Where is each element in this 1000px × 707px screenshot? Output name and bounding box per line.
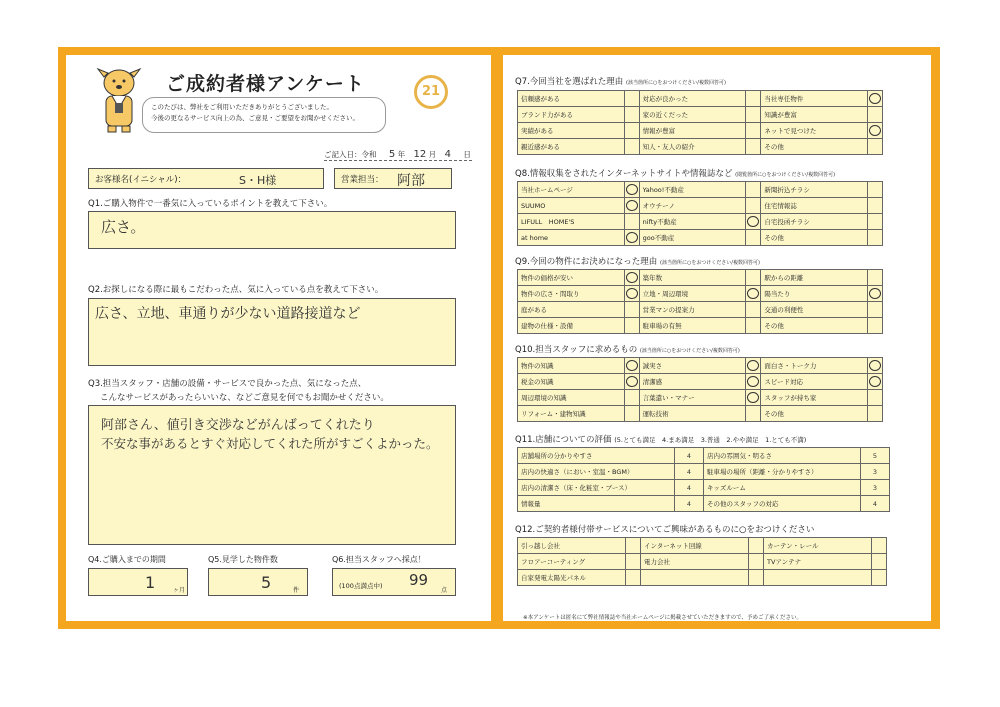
q12-option-label: カーテン・レール <box>764 538 872 554</box>
q12-option-label <box>641 570 749 586</box>
q9-option-label: 築年数 <box>639 270 746 286</box>
q8-option-label: 当社ホームページ <box>518 182 625 198</box>
q9-option-label: 駐車場の有無 <box>639 318 746 334</box>
q10-checkbox[interactable] <box>746 358 761 374</box>
sales-rep-field[interactable] <box>334 168 452 189</box>
right-panel <box>503 55 931 621</box>
q8-option-label: その他 <box>761 230 868 246</box>
q7-option-label: ネットで見つけた <box>761 123 868 139</box>
q7-option-label: その他 <box>761 139 868 155</box>
century21-logo-icon: 21 <box>414 75 448 109</box>
q11-score[interactable]: 3 <box>861 464 890 480</box>
circle-mark-icon <box>869 125 881 136</box>
date-underline <box>324 160 472 161</box>
q9-checkbox[interactable] <box>746 270 761 286</box>
q10-option-label: 物件の知識 <box>518 358 625 374</box>
q7-row <box>518 123 883 139</box>
survey-title: ご成約者様アンケート <box>166 73 365 95</box>
dog-mascot-icon <box>94 63 144 135</box>
q10-table <box>517 357 883 422</box>
q7-table <box>517 90 883 155</box>
q7-checkbox[interactable] <box>624 107 639 123</box>
circle-mark-icon <box>869 360 881 371</box>
q3-answer-box[interactable] <box>88 405 456 545</box>
circle-mark-icon <box>747 360 759 371</box>
q8-checkbox[interactable] <box>746 198 761 214</box>
q11-score[interactable]: 4 <box>675 496 704 512</box>
q11-row <box>518 448 890 464</box>
q10-checkbox[interactable] <box>868 358 883 374</box>
q12-checkbox[interactable] <box>749 538 764 554</box>
q2-question: Q2.お探しになる際に最もこだわった点、気に入っている点を教えて下さい。 <box>88 285 384 295</box>
q12-checkbox[interactable] <box>626 538 641 554</box>
q7-checkbox[interactable] <box>868 91 883 107</box>
q2-answer: 広さ、立地、車通りが少ない道路接道など <box>95 306 361 322</box>
q11-item-label: 駐車場の場所（距離・分かりやすさ） <box>704 464 861 480</box>
q10-checkbox[interactable] <box>746 406 761 422</box>
q12-option-label: 自家発電太陽光パネル <box>518 570 626 586</box>
q12-checkbox[interactable] <box>749 570 764 586</box>
date-year-unit: 年 <box>397 150 406 159</box>
q7-checkbox[interactable] <box>624 139 639 155</box>
q6-answer-box[interactable] <box>332 568 456 596</box>
q11-item-label: キッズルーム <box>704 480 861 496</box>
circle-mark-icon <box>747 288 759 299</box>
q1-answer: 広さ。 <box>101 218 146 236</box>
survey-sheet <box>58 47 940 629</box>
q3-question-line-1: Q3.担当スタッフ・店舗の設備・サービスで良かった点、気になった点、 <box>88 379 367 389</box>
q9-option-label: 物件の広さ・間取り <box>518 286 625 302</box>
q7-checkbox[interactable] <box>746 107 761 123</box>
q10-option-label: リフォーム・建物知識 <box>518 406 625 422</box>
circle-mark-icon <box>869 93 881 104</box>
q11-score[interactable]: 4 <box>675 464 704 480</box>
q9-row <box>518 302 883 318</box>
q8-checkbox[interactable] <box>624 182 639 198</box>
sales-rep-label: 営業担当： <box>341 175 384 185</box>
q6-unit: 点 <box>441 587 448 594</box>
q8-checkbox[interactable] <box>624 230 639 246</box>
q7-row <box>518 107 883 123</box>
q7-option-label: 情報が豊富 <box>639 123 746 139</box>
q10-checkbox[interactable] <box>868 390 883 406</box>
q12-checkbox[interactable] <box>872 538 887 554</box>
q7-checkbox[interactable] <box>746 91 761 107</box>
greeting-line-2: 今後の更なるサービス向上の為、ご意見・ご要望をお聞かせください。 <box>151 114 359 122</box>
q9-option-label: 駅からの距離 <box>761 270 868 286</box>
q8-checkbox[interactable] <box>624 214 639 230</box>
q7-note: (該当箇所に○をおつけください/複数回答可) <box>626 80 726 86</box>
q12-option-label <box>764 570 872 586</box>
q5-question: Q5.見学した物件数 <box>208 555 278 564</box>
q11-row <box>518 480 890 496</box>
q9-checkbox[interactable] <box>868 318 883 334</box>
date-day-unit: 日 <box>463 150 471 159</box>
q12-question: Q12.ご契約者様付帯サービスについてご興味があるものに○をおつけください <box>515 525 815 535</box>
circle-mark-icon <box>626 200 638 211</box>
q9-checkbox[interactable] <box>746 286 761 302</box>
q8-option-label: 住宅情報誌 <box>761 198 868 214</box>
q9-option-label: 庭がある <box>518 302 625 318</box>
q11-table <box>517 447 890 512</box>
circle-mark-icon <box>869 288 881 299</box>
greeting-bubble <box>142 97 386 133</box>
circle-mark-icon <box>626 376 638 387</box>
q10-row <box>518 374 883 390</box>
q9-checkbox[interactable] <box>746 302 761 318</box>
q7-title <box>515 75 726 87</box>
q11-item-label: 店内の雰囲気・明るさ <box>704 448 861 464</box>
date-day: 4 <box>444 149 451 160</box>
q9-checkbox[interactable] <box>624 302 639 318</box>
q10-checkbox[interactable] <box>746 390 761 406</box>
customer-name-field[interactable] <box>88 168 324 189</box>
q11-score[interactable]: 4 <box>861 496 890 512</box>
q9-row <box>518 286 883 302</box>
q11-title <box>515 433 806 445</box>
q3-answer-line-1: 阿部さん、値引き交渉などがんばってくれたり <box>101 418 375 433</box>
q11-score[interactable]: 4 <box>675 480 704 496</box>
q8-checkbox[interactable] <box>868 214 883 230</box>
circle-mark-icon <box>626 272 638 283</box>
q8-checkbox[interactable] <box>868 230 883 246</box>
q10-option-label: スタッフが持ち家 <box>761 390 868 406</box>
q7-row <box>518 91 883 107</box>
q11-row <box>518 464 890 480</box>
q9-checkbox[interactable] <box>624 270 639 286</box>
q10-option-label: 周辺環境の知識 <box>518 390 625 406</box>
q6-question: Q6.担当スタッフへ採点！ <box>332 555 426 564</box>
q10-option-label: 清潔感 <box>639 374 746 390</box>
q8-table <box>517 181 883 246</box>
q8-row <box>518 230 883 246</box>
q11-score[interactable]: 4 <box>675 448 704 464</box>
q9-table <box>517 269 883 334</box>
q9-checkbox[interactable] <box>868 270 883 286</box>
circle-mark-icon <box>869 376 881 387</box>
q12-row <box>518 570 887 586</box>
q8-title <box>515 167 835 179</box>
q7-checkbox[interactable] <box>624 123 639 139</box>
circle-mark-icon <box>626 288 638 299</box>
q8-option-label: Yahoo!不動産 <box>639 182 746 198</box>
q12-checkbox[interactable] <box>872 570 887 586</box>
q12-checkbox[interactable] <box>749 554 764 570</box>
q10-checkbox[interactable] <box>624 406 639 422</box>
q10-option-label: 面白さ・トーク力 <box>761 358 868 374</box>
q7-option-label: 信頼感がある <box>518 91 625 107</box>
q8-option-label: LIFULL HOME'S <box>518 214 625 230</box>
q4-question: Q4.ご購入までの期間 <box>88 555 166 564</box>
q8-option-label: at home <box>518 230 625 246</box>
q1-question: Q1.ご購入物件で一番気に入っているポイントを教えて下さい。 <box>88 199 333 209</box>
q9-checkbox[interactable] <box>746 318 761 334</box>
q10-note: (該当箇所に○をおつけください/複数回答可) <box>639 348 740 354</box>
date-month-unit: 月 <box>428 150 437 159</box>
date-year: 5 <box>388 149 396 160</box>
q8-option-label: オウチーノ <box>639 198 746 214</box>
q11-score[interactable]: 3 <box>861 480 890 496</box>
q10-question: Q10.担当スタッフに求めるもの <box>515 345 638 355</box>
sales-rep-value: 阿部 <box>397 173 425 189</box>
q9-row <box>518 318 883 334</box>
q12-checkbox[interactable] <box>626 554 641 570</box>
q9-option-label: その他 <box>761 318 868 334</box>
q2-answer-box[interactable] <box>88 298 456 366</box>
q10-title <box>515 343 740 355</box>
q11-item-label: 情報量 <box>518 496 675 512</box>
q7-option-label: 当社専任物件 <box>761 91 868 107</box>
circle-mark-icon <box>747 216 759 227</box>
q9-option-label: 立地・周辺環境 <box>639 286 746 302</box>
q7-question: Q7.今回当社を選ばれた理由 <box>515 77 624 87</box>
date-month: 12 <box>413 149 427 160</box>
customer-name-label: お客様名(イニシャル)： <box>95 175 187 185</box>
q6-prefix: (100点満点中) <box>339 582 383 590</box>
customer-name-value: S・H様 <box>239 174 277 187</box>
q9-title <box>515 255 760 267</box>
q7-option-label: 知人・友人の紹介 <box>639 139 746 155</box>
q7-checkbox[interactable] <box>868 107 883 123</box>
q4-answer-box[interactable] <box>88 568 188 596</box>
q8-note: (閲覧箇所に○をおつけください/複数回答可) <box>735 172 836 178</box>
q10-option-label: 言葉遣い・マナー <box>639 390 746 406</box>
circle-mark-icon <box>626 360 638 371</box>
q12-option-label: 電力会社 <box>641 554 749 570</box>
q4-value: 1 <box>145 573 156 592</box>
q7-option-label: 実績がある <box>518 123 625 139</box>
circle-mark-icon <box>626 184 638 195</box>
circle-mark-icon <box>747 376 759 387</box>
left-panel <box>66 55 491 621</box>
q12-row <box>518 538 887 554</box>
date-label: ご記入日：令和 <box>324 150 377 159</box>
q10-row <box>518 390 883 406</box>
q9-checkbox[interactable] <box>624 318 639 334</box>
q7-checkbox[interactable] <box>746 123 761 139</box>
q12-checkbox[interactable] <box>872 554 887 570</box>
q9-question: Q9.今回の物件にお決めになった理由 <box>515 257 658 267</box>
q3-question-line-2: こんなサービスがあったらいいな、などご意見を何でもお聞かせください。 <box>100 393 389 403</box>
q7-checkbox[interactable] <box>746 139 761 155</box>
q10-option-label: その他 <box>761 406 868 422</box>
q8-checkbox[interactable] <box>746 182 761 198</box>
q9-note: (該当箇所に○をおつけください/複数回答可) <box>660 260 760 266</box>
q1-answer-box[interactable] <box>88 211 456 249</box>
footer-note: ※本アンケートは匿名にて弊社情報誌や当社ホームページに掲載させていただきますので、予めご了承ください。 <box>523 615 803 621</box>
greeting-line-1: このたびは、弊社をご利用いただきありがとうございました。 <box>151 103 333 111</box>
q8-option-label: goo不動産 <box>639 230 746 246</box>
q10-row <box>518 358 883 374</box>
date-field <box>324 149 471 160</box>
circle-mark-icon <box>626 232 638 243</box>
q10-checkbox[interactable] <box>746 374 761 390</box>
q10-option-label: 誠実さ <box>639 358 746 374</box>
q11-item-label: 店舗場所の分かりやすさ <box>518 448 675 464</box>
q4-unit: ヶ月 <box>173 587 186 594</box>
q6-value: 99 <box>409 571 429 589</box>
q8-option-label: SUUMO <box>518 198 625 214</box>
q11-row <box>518 496 890 512</box>
q9-checkbox[interactable] <box>624 286 639 302</box>
q8-checkbox[interactable] <box>868 182 883 198</box>
q12-table <box>517 537 887 586</box>
q9-option-label: 物件の価格が安い <box>518 270 625 286</box>
q12-option-label: TVアンテナ <box>764 554 872 570</box>
q8-option-label: 自宅投函チラシ <box>761 214 868 230</box>
q12-option-label: インターネット回線 <box>641 538 749 554</box>
q11-item-label: その他のスタッフの対応 <box>704 496 861 512</box>
q8-checkbox[interactable] <box>746 230 761 246</box>
q10-checkbox[interactable] <box>624 374 639 390</box>
q7-checkbox[interactable] <box>624 91 639 107</box>
q10-option-label: 税金の知識 <box>518 374 625 390</box>
q9-option-label: 営業マンの提案力 <box>639 302 746 318</box>
q8-question: Q8.情報収集をされたインターネットサイトや情報誌など <box>515 169 733 179</box>
q5-value: 5 <box>261 573 272 592</box>
q10-row <box>518 406 883 422</box>
q9-row <box>518 270 883 286</box>
q9-checkbox[interactable] <box>868 302 883 318</box>
q7-option-label: 家の近くだった <box>639 107 746 123</box>
q3-answer-line-2: 不安な事があるとすぐ対応してくれた所がすごくよかった。 <box>101 436 439 451</box>
q8-option-label: nifty不動産 <box>639 214 746 230</box>
q7-option-label: 親近感がある <box>518 139 625 155</box>
q8-row <box>518 182 883 198</box>
q12-option-label: 引っ越し会社 <box>518 538 626 554</box>
q8-checkbox[interactable] <box>868 198 883 214</box>
q11-question: Q11.店舗についての評価 <box>515 435 612 445</box>
q8-row <box>518 214 883 230</box>
q10-checkbox[interactable] <box>624 390 639 406</box>
q7-row <box>518 139 883 155</box>
q9-option-label: 陽当たり <box>761 286 868 302</box>
q11-score[interactable]: 5 <box>861 448 890 464</box>
q7-checkbox[interactable] <box>868 139 883 155</box>
q11-item-label: 店内の清潔さ（床・化粧室・ブース） <box>518 480 675 496</box>
circle-mark-icon <box>747 392 759 403</box>
q7-option-label: 知識が豊富 <box>761 107 868 123</box>
q8-row <box>518 198 883 214</box>
q12-checkbox[interactable] <box>626 570 641 586</box>
q10-checkbox[interactable] <box>624 358 639 374</box>
q7-option-label: 対応が良かった <box>639 91 746 107</box>
q5-answer-box[interactable] <box>208 568 308 596</box>
q10-checkbox[interactable] <box>868 374 883 390</box>
q10-option-label: スピード対応 <box>761 374 868 390</box>
q9-option-label: 建物の仕様・設備 <box>518 318 625 334</box>
q10-option-label: 運転技術 <box>639 406 746 422</box>
q10-checkbox[interactable] <box>868 406 883 422</box>
q8-checkbox[interactable] <box>624 198 639 214</box>
q11-scale: (5.とても満足 4.まあ満足 3.普通 2.やや満足 1.とても不満) <box>614 436 807 444</box>
q9-checkbox[interactable] <box>868 286 883 302</box>
q5-unit: 件 <box>293 587 300 594</box>
q12-row <box>518 554 887 570</box>
q9-option-label: 交通の利便性 <box>761 302 868 318</box>
q7-checkbox[interactable] <box>868 123 883 139</box>
q8-checkbox[interactable] <box>746 214 761 230</box>
q11-item-label: 店内の快適さ（におい・室温・BGM） <box>518 464 675 480</box>
q12-option-label: フロアーコーティング <box>518 554 626 570</box>
q8-option-label: 新聞折込チラシ <box>761 182 868 198</box>
q7-option-label: ブランド力がある <box>518 107 625 123</box>
